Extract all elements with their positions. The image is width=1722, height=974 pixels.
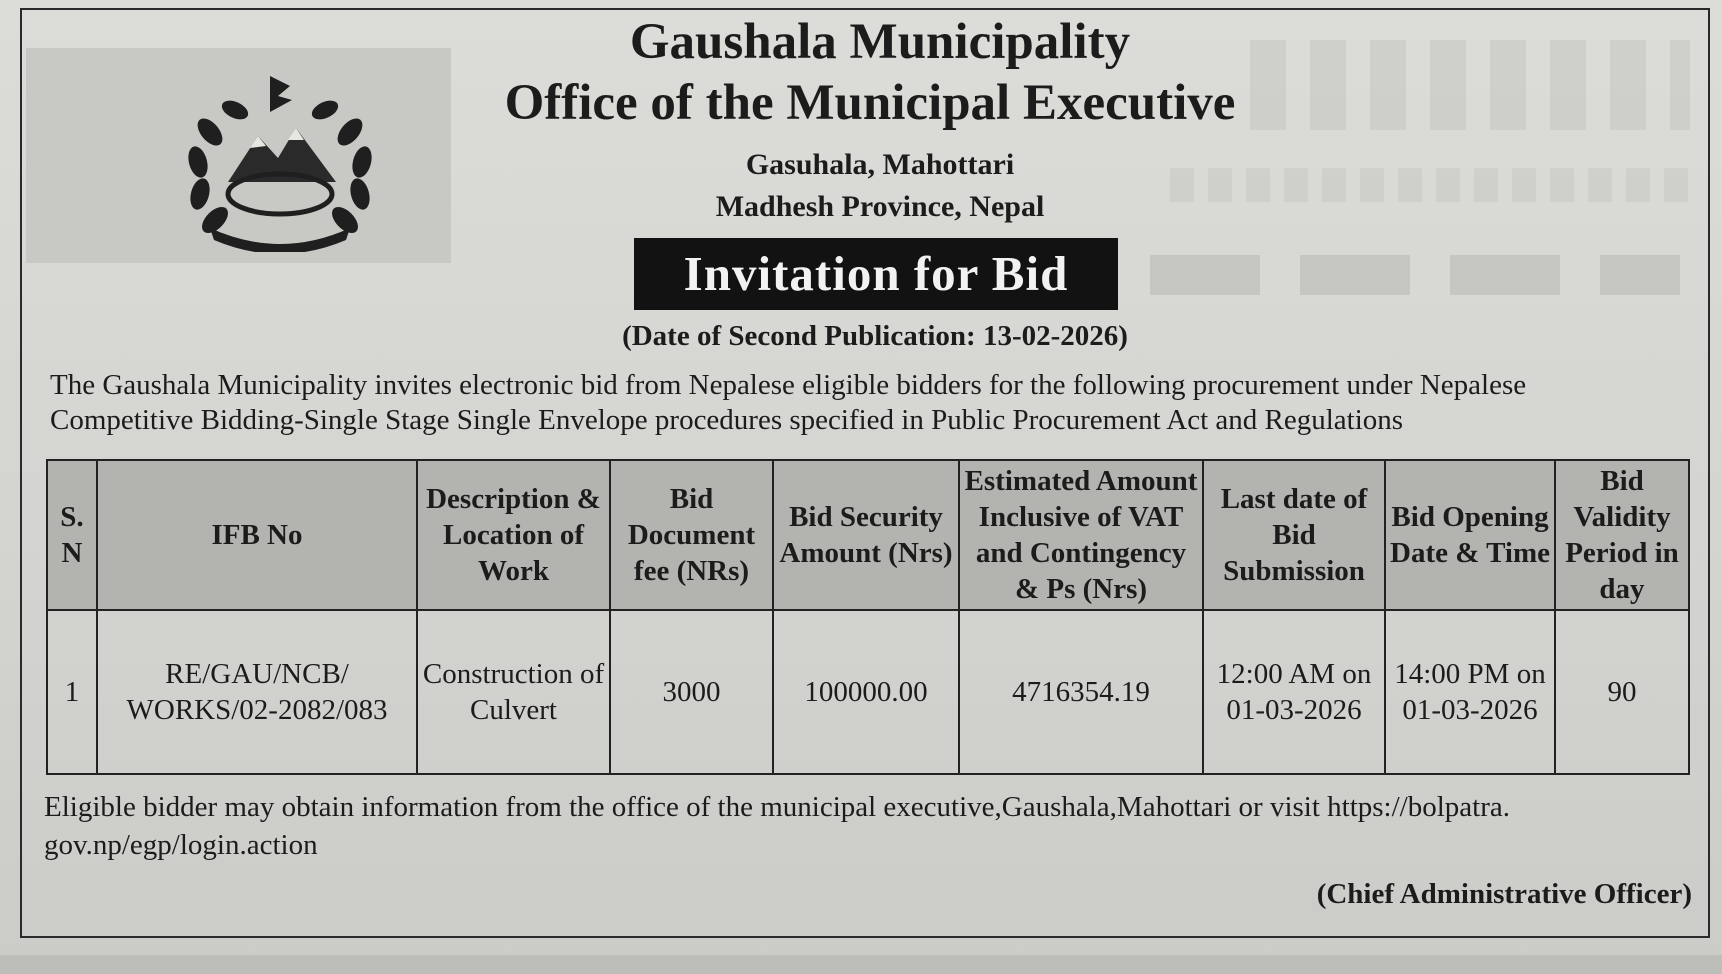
cell-bid-security: 100000.00: [773, 610, 959, 774]
signoff: (Chief Administrative Officer): [1316, 878, 1692, 910]
header-bid-security: Bid Security Amount (Nrs): [773, 460, 959, 610]
cell-estimated-amount: 4716354.19: [959, 610, 1203, 774]
header-opening-date: Bid Opening Date & Time: [1385, 460, 1555, 610]
header-sn: S. N: [47, 460, 97, 610]
cell-document-fee: 3000: [610, 610, 773, 774]
header-validity: Bid Validity Period in day: [1555, 460, 1689, 610]
municipality-title: Gaushala Municipality: [629, 14, 1131, 70]
table-row: [47, 610, 1689, 774]
publication-date: (Date of Second Publication: 13-02-2026): [622, 320, 1128, 352]
cell-description: Construction of Culvert: [417, 610, 610, 774]
invitation-banner: Invitation for Bid: [634, 238, 1118, 310]
header-last-date: Last date of Bid Submission: [1203, 460, 1385, 610]
bleed-through-boxes: [1150, 255, 1680, 295]
address-line-1: Gasuhala, Mahottari: [745, 148, 1015, 181]
cell-last-date: 12:00 AM on 01-03-2026: [1203, 610, 1385, 774]
address-line-2: Madhesh Province, Nepal: [715, 190, 1045, 223]
cell-opening-date: 14:00 PM on 01-03-2026: [1385, 610, 1555, 774]
office-subtitle: Office of the Municipal Executive: [504, 75, 1236, 131]
header-description: Description & Location of Work: [417, 460, 610, 610]
eligibility-line-1: Eligible bidder may obtain information from the office of the municipal executive,Gaushala,Mahottari or visit https://bolpatra.: [44, 791, 1510, 823]
intro-line-1: The Gaushala Municipality invites electronic bid from Nepalese eligible bidders for the following procurement under Nepalese: [50, 369, 1527, 401]
eligibility-info: [44, 788, 1694, 864]
table-header-row: [47, 460, 1689, 610]
bleed-through-decoration: [1250, 40, 1690, 130]
bleed-through-decoration-2: [1170, 168, 1700, 202]
eligibility-line-2: gov.np/egp/login.action: [44, 829, 318, 861]
intro-line-2: Competitive Bidding-Single Stage Single Envelope procedures specified in Public Procurement Act and Regulations: [50, 404, 1404, 436]
page-bottom-strip: [0, 955, 1722, 974]
header-ifb-no: IFB No: [97, 460, 417, 610]
nepal-emblem-icon: [170, 62, 390, 252]
cell-ifb-no: RE/GAU/NCB/ WORKS/02-2082/083: [97, 610, 417, 774]
bid-table: [46, 459, 1690, 775]
header-estimated-amount: Estimated Amount Inclusive of VAT and Contingency & Ps (Nrs): [959, 460, 1203, 610]
intro-paragraph: [50, 368, 1700, 438]
cell-sn: 1: [47, 610, 97, 774]
cell-validity: 90: [1555, 610, 1689, 774]
header-document-fee: Bid Document fee (NRs): [610, 460, 773, 610]
